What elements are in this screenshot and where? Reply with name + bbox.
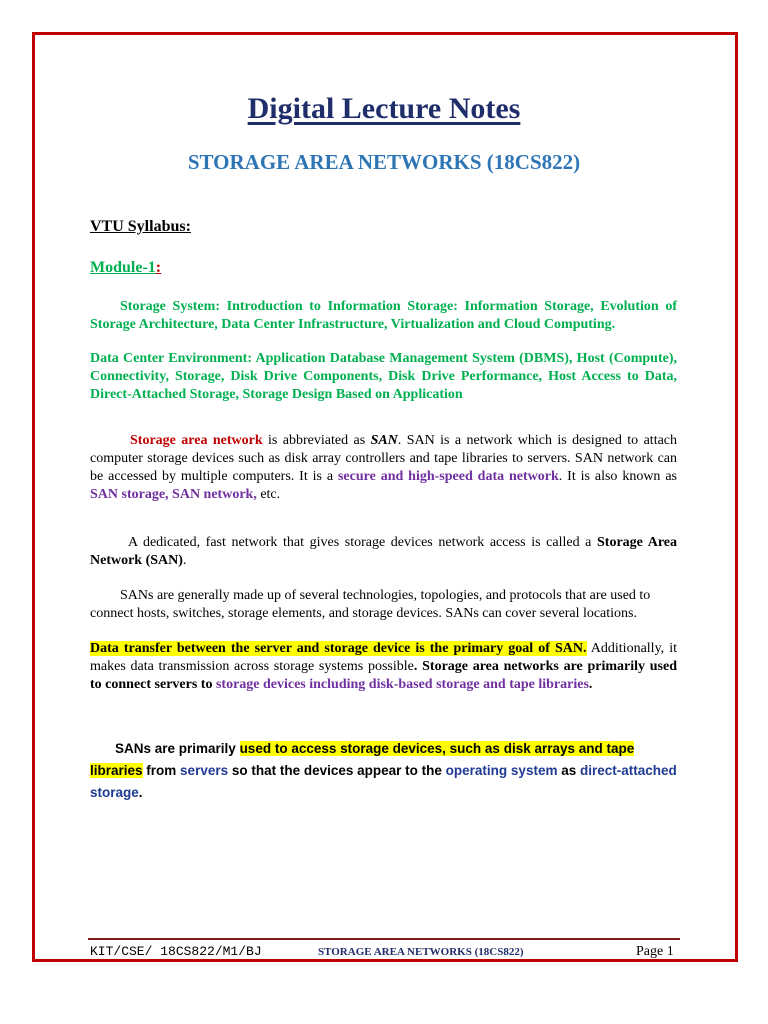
footer-course-code: KIT/CSE/ 18CS822/M1/BJ bbox=[90, 944, 262, 959]
os-term: operating system bbox=[445, 763, 558, 778]
sans-technologies-paragraph: SANs are generally made up of several technologies, topologies, and protocols that are used to connect hosts, switches, storage elements, and storage devices. SANs can cover several locations. bbox=[90, 588, 651, 621]
module-label: Module-1 bbox=[90, 259, 156, 276]
dedicated-text-1: A dedicated, fast network that gives storage devices network access is called a bbox=[128, 535, 597, 550]
page-title: Digital Lecture Notes bbox=[247, 92, 521, 125]
dedicated-network-paragraph bbox=[90, 534, 677, 570]
primarily-highlight: used to access storage devices, such as disk arrays and tape libraries bbox=[90, 741, 635, 778]
data-transfer-paragraph bbox=[90, 640, 677, 694]
primarily-text-1: SANs are primarily bbox=[115, 741, 240, 756]
sans-primarily-paragraph bbox=[90, 738, 690, 804]
san-text-2: . SAN is a network which is designed to attach computer storage devices such as disk array controllers and tape libraries to servers. SAN network can be accessed by multiple computers. It is a bbox=[90, 433, 678, 484]
san-abbr: SAN bbox=[370, 433, 398, 448]
transfer-bold: . Storage area networks are primarily used to connect servers to bbox=[90, 659, 677, 692]
san-text-4: etc. bbox=[256, 487, 281, 502]
san-text-1: is abbreviated as bbox=[262, 433, 371, 448]
primarily-text-2: from bbox=[142, 763, 181, 778]
dedicated-text-2: . bbox=[182, 553, 187, 568]
data-center-label: Data Center Environment bbox=[90, 351, 248, 366]
san-text-3: . It is also known as bbox=[558, 469, 677, 484]
transfer-purple: storage devices including disk-based storage and tape libraries bbox=[215, 677, 589, 692]
module-heading bbox=[90, 259, 161, 277]
syllabus-heading: VTU Syllabus: bbox=[90, 218, 191, 235]
primarily-text-4: as bbox=[557, 763, 580, 778]
data-center-paragraph bbox=[90, 350, 677, 404]
primarily-text-3: so that the devices appear to the bbox=[228, 763, 446, 778]
san-highlight-2: SAN storage, SAN network, bbox=[90, 487, 257, 502]
transfer-highlight: Data transfer between the server and storage device is the primary goal of SAN. bbox=[90, 641, 587, 656]
das-term: direct-attached storage bbox=[90, 763, 677, 800]
data-center-text: Application Database Management System (DBMS), Host (Compute), Connectivity, Storage, Disk Drive Components, Disk Drive Performance, Host Access to Data, Direct-Attached Storage, Storage Design Based on Application bbox=[90, 351, 677, 402]
page-subtitle: STORAGE AREA NETWORKS (18CS822) bbox=[187, 150, 581, 174]
transfer-text-1: Additionally, it makes data transmission across storage systems possible bbox=[90, 641, 677, 674]
storage-system-colon: : bbox=[215, 299, 220, 314]
footer-title: STORAGE AREA NETWORKS (18CS822) bbox=[318, 946, 524, 958]
transfer-text-2: . bbox=[588, 677, 593, 692]
primarily-text-5: . bbox=[138, 785, 143, 800]
servers-term: servers bbox=[180, 763, 229, 778]
storage-system-label: Storage System bbox=[120, 299, 216, 314]
san-term: Storage area network bbox=[130, 433, 263, 448]
data-center-colon: : bbox=[247, 351, 253, 366]
module-colon: : bbox=[155, 259, 162, 276]
san-highlight-1: secure and high-speed data network bbox=[337, 469, 559, 484]
san-definition-paragraph bbox=[90, 432, 677, 504]
storage-system-text: Introduction to Information Storage: Information Storage, Evolution of Storage Architecture, Data Center Infrastructure, Virtualization and Cloud Computing. bbox=[90, 299, 677, 332]
storage-system-paragraph bbox=[90, 298, 677, 334]
footer-divider bbox=[88, 938, 680, 940]
footer-page-number: Page 1 bbox=[636, 944, 674, 959]
dedicated-bold: Storage Area Network (SAN) bbox=[90, 535, 677, 568]
